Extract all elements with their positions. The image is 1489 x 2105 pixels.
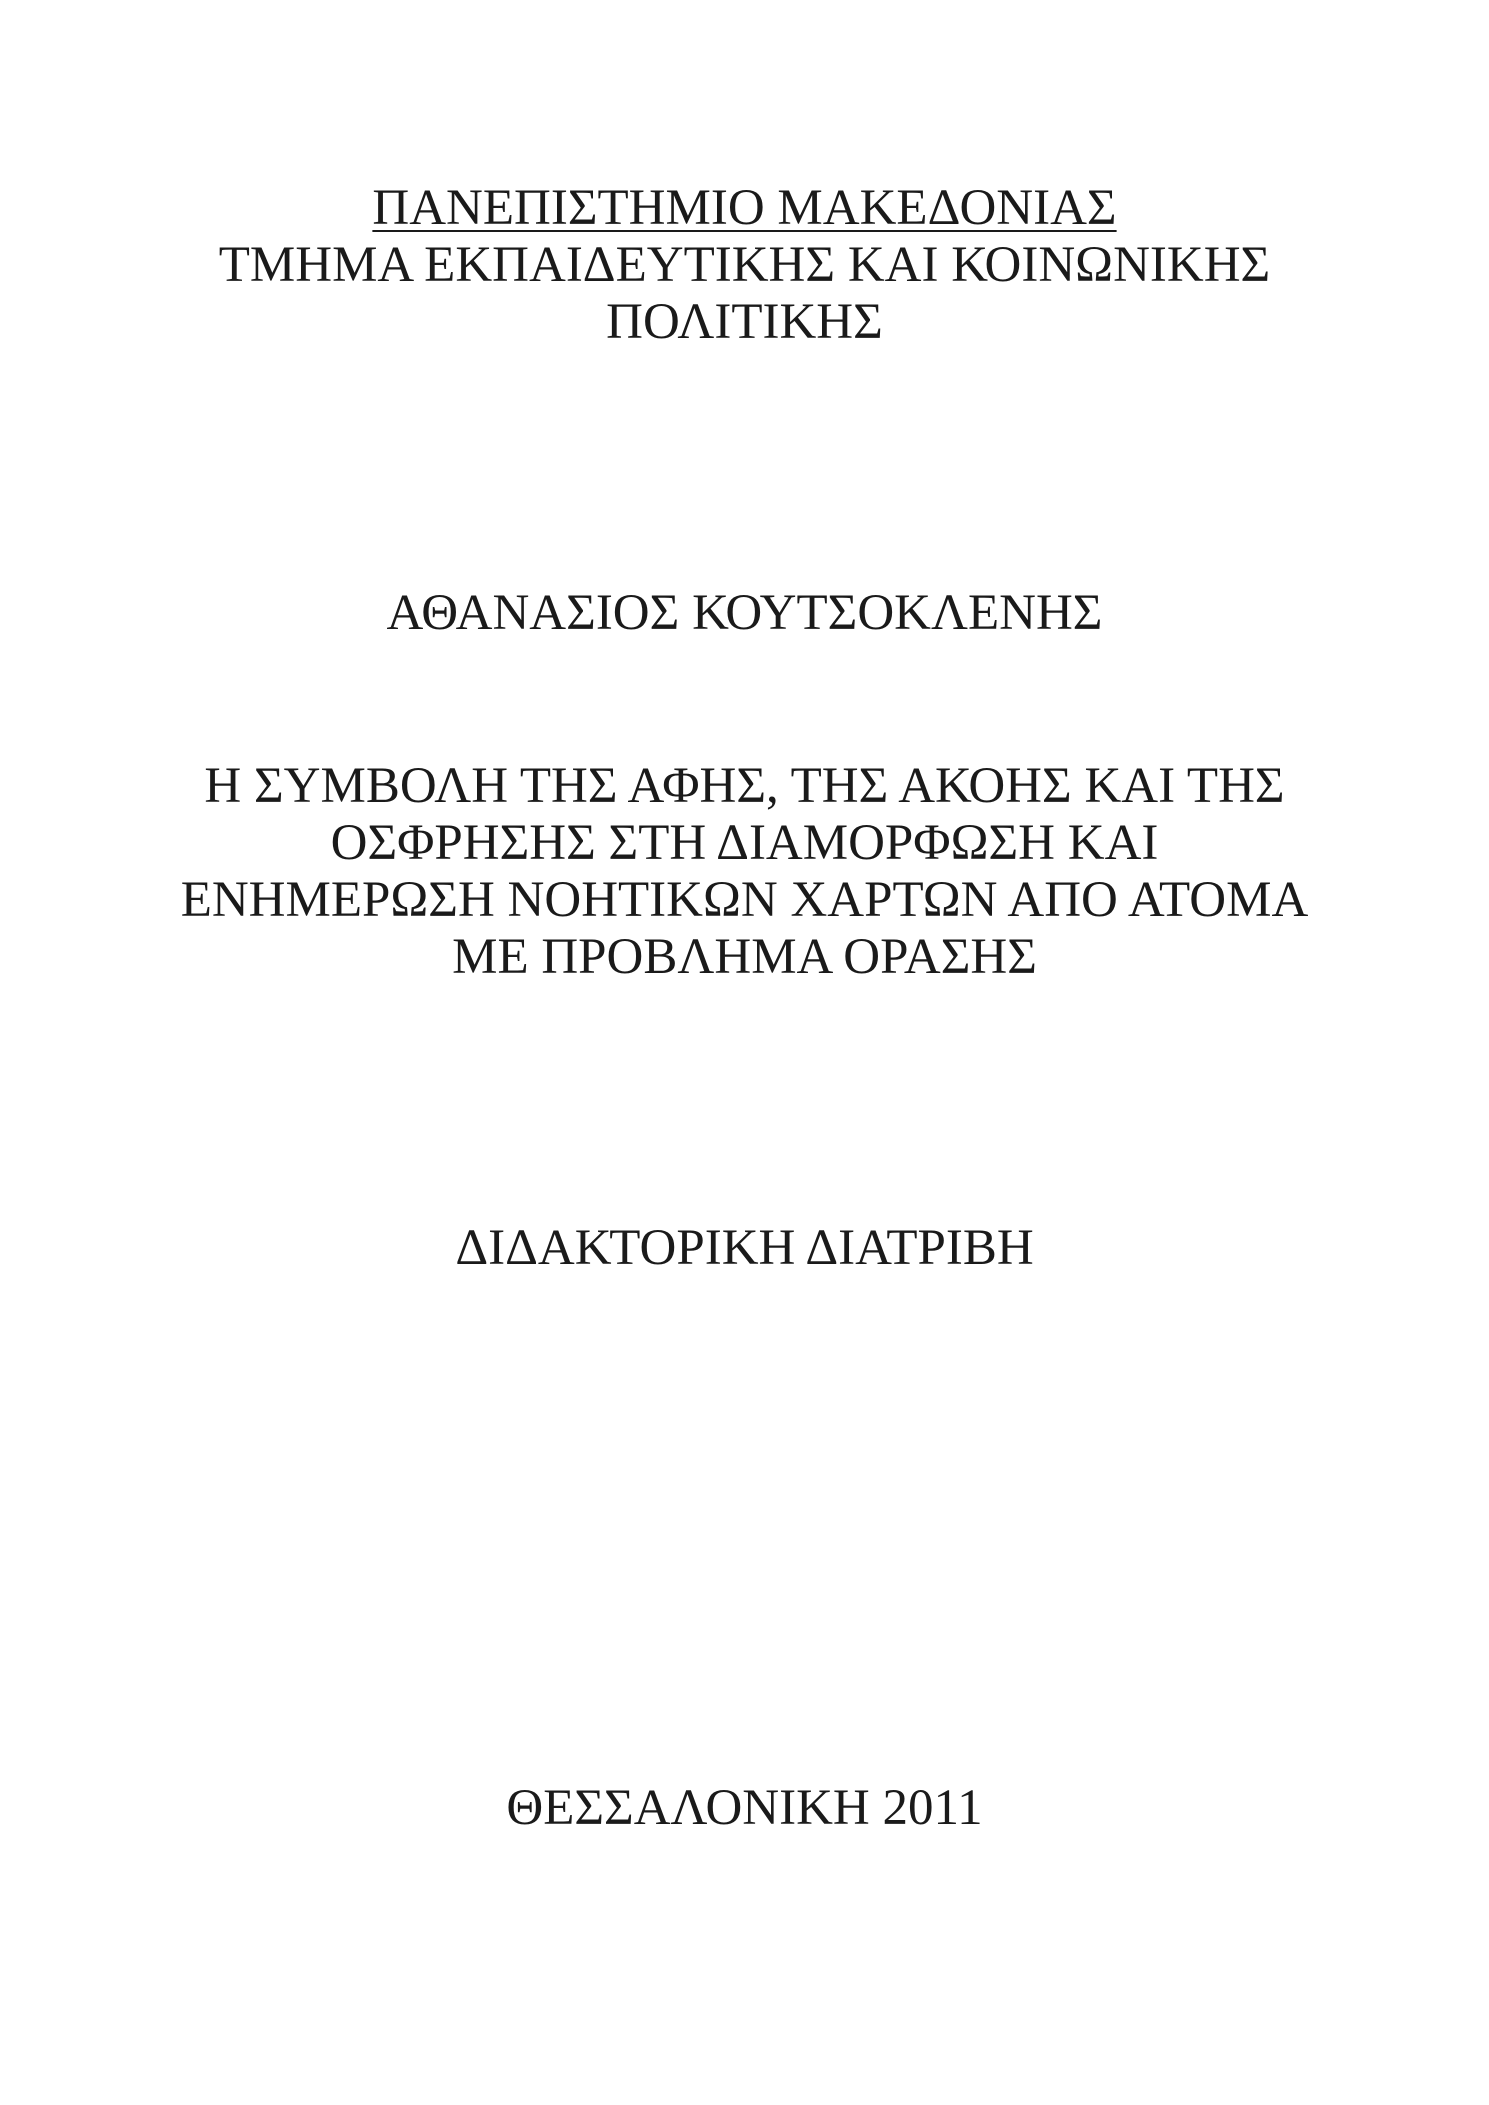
author-name: ΑΘΑΝΑΣΙΟΣ ΚΟΥΤΣΟΚΛΕΝΗΣ (386, 585, 1103, 641)
institution-header (0, 180, 1489, 351)
degree-type: ΔΙΔΑΚΤΟΡΙΚΗ ΔΙΑΤΡΙΒΗ (455, 1220, 1034, 1276)
thesis-title (0, 758, 1489, 986)
department-name-line-2: ΠΟΛΙΤΙΚΗΣ (606, 294, 883, 350)
department-name-line-1: ΤΜΗΜΑ ΕΚΠΑΙΔΕΥΤΙΚΗΣ ΚΑΙ ΚΟΙΝΩΝΙΚΗΣ (218, 237, 1271, 293)
thesis-title-line-2: ΟΣΦΡΗΣΗΣ ΣΤΗ ΔΙΑΜΟΡΦΩΣΗ ΚΑΙ (330, 815, 1159, 871)
place-and-year: ΘΕΣΣΑΛΟΝΙΚΗ 2011 (506, 1780, 983, 1836)
thesis-title-line-4: ΜΕ ΠΡΟΒΛΗΜΑ ΟΡΑΣΗΣ (452, 929, 1037, 985)
thesis-title-line-1: Η ΣΥΜΒΟΛΗ ΤΗΣ ΑΦΗΣ, ΤΗΣ ΑΚΟΗΣ ΚΑΙ ΤΗΣ (204, 758, 1285, 814)
university-name: ΠΑΝΕΠΙΣΤΗΜΙΟ ΜΑΚΕΔΟΝΙΑΣ (372, 180, 1117, 236)
thesis-title-line-3: ΕΝΗΜΕΡΩΣΗ ΝΟΗΤΙΚΩΝ ΧΑΡΤΩΝ ΑΠΟ ΑΤΟΜΑ (180, 872, 1309, 928)
